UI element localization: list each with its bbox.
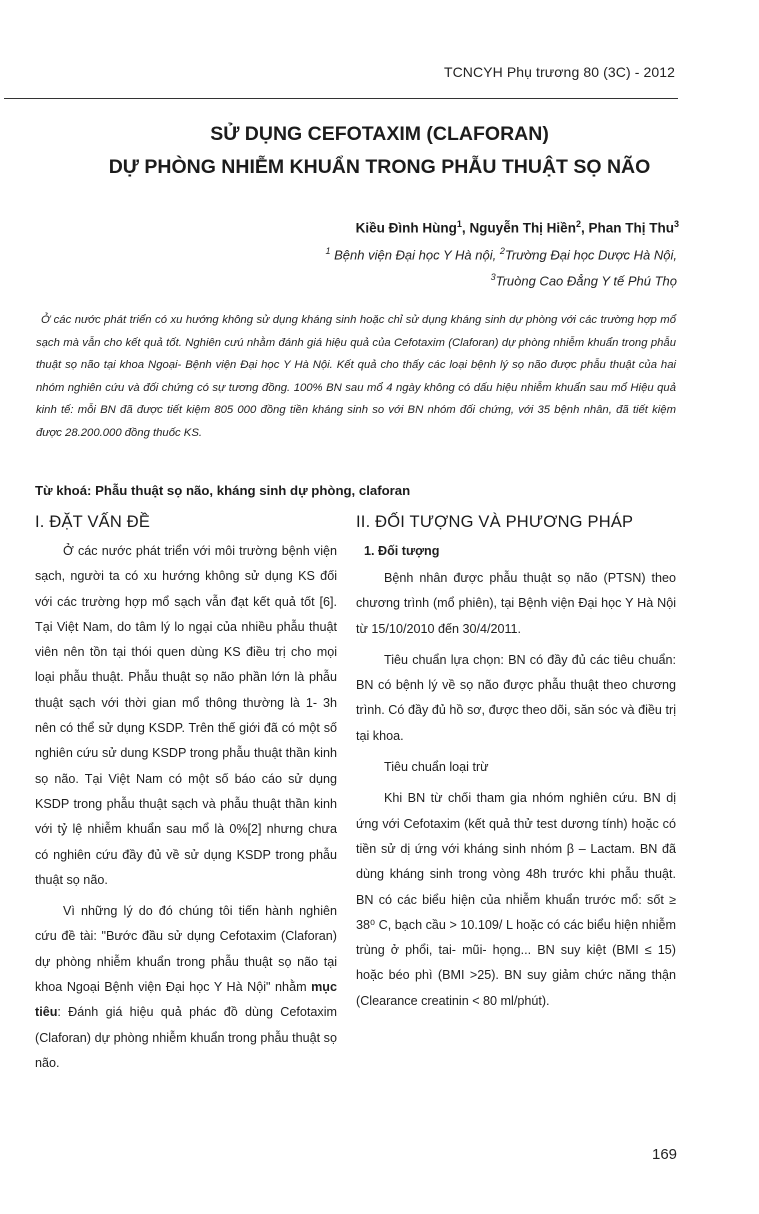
affiliation-text: Trường Đại học Dược Hà Nội, [504,247,677,263]
keywords-label: Từ khoá: [35,483,92,498]
author-sup: 3 [673,219,679,229]
section-heading-introduction: I. ĐẶT VẤN ĐỀ [35,513,151,531]
keywords-text: Phẫu thuật sọ não, kháng sinh dự phòng, claforan [91,483,411,498]
methods-paragraph-4: Khi BN từ chối tham gia nhóm nghiên cứu. BN dị ứng với Cefotaxim (kết quả thử test dương tính) hoặc có tiền sử dị ứng với kháng sinh nhóm β – Lactam. BN đã dùng kháng sinh trong vòng 48h trước khi phẫu thuật. BN có các biểu hiện của nhiễm khuẩn trước mổ: sốt ≥ 38⁰ C, bạch cầu > 10.109/ L hoặc có các biểu hiện nhiễm trùng ở phổi, tai- mũi- họng... BN suy kiệt (BMI ≤ 15) hoặc béo phì (BMI >25). BN suy giảm chức năng thận (Clearance creatinin < 80 ml/phút). [356,791,676,1008]
affiliation-sup: 2 [499,246,505,256]
intro-p2-text: Vì những lý do đó chúng tôi tiến hành nghiên cứu đề tài: "Bước đầu sử dụng Cefotaxim (Claforan) dự phòng nhiễm khuẩn trong phẫu thuật sọ não tại khoa Ngoại Bệnh viện Đại học Y Hà Nội" nhằm [35,904,337,995]
page-number: 169 [652,1146,678,1163]
right-column [356,507,676,1020]
affiliation-text: Bệnh viện Đại học Y Hà nội, [330,247,500,263]
keywords [35,483,410,498]
author-name: Phan Thị Thu [588,220,674,236]
author-sup: 2 [575,219,581,229]
title-line-2: DỰ PHÒNG NHIỄM KHUẨN TRONG PHẪU THUẬT SỌ NÃO [108,156,651,178]
author-sep: , [580,220,589,236]
left-column [35,507,337,1082]
subheading-subjects: 1. Đối tượng [364,544,440,558]
running-head: TCNCYH Phụ trương 80 (3C) - 2012 [443,64,675,80]
intro-paragraph-1: Ở các nước phát triển với môi trường bệnh viện sạch, người ta có xu hướng không sử dụng KS đối với các trường hợp mổ sạch vẫn đạt kết quả tốt [6]. Tại Việt Nam, do tâm lý lo ngại của nhiều phẫu thuật viên nên tồn tại thói quen dùng KS điều trị cho mọi loại phẫu thuật. Phẫu thuật sọ não phần lớn là phẫu thuật sạch với thời gian mổ thông thường là 1- 3h nên có thể sử dụng KSDP. Trên thế giới đã có một số nghiên cứu sử dung KSDP trong phẫu thuật thần kinh sọ não. Tại Việt Nam có một số báo cáo sử dụng KSDP trong phẫu thuật sạch và phẫu thuật thần kinh với tỷ lệ nhiễm khuẩn sau mổ là 0%[2] nhưng chưa có nghiên cứu đầy đủ về sử dụng KSDP trong phẫu thuật sọ não. [35,544,337,887]
affiliations-line-1 [325,246,677,262]
methods-paragraph-3: Tiêu chuẩn loại trừ [384,760,489,775]
author-name: Nguyễn Thị Hiền [469,220,576,236]
affiliation-text: Truòng Cao Đẳng Y tế Phú Thọ [495,273,677,289]
intro-paragraph-2 [35,899,337,1076]
author-list [356,219,679,236]
title-line-1: SỬ DỤNG CEFOTAXIM (CLAFORAN) [210,123,549,145]
methods-paragraph-1: Bệnh nhân được phẫu thuật sọ não (PTSN) theo chương trình (mổ phiên), tại Bệnh viện Đại học Y Hà Nội từ 15/10/2010 đến 30/4/2011. [356,571,676,636]
intro-p2-text-end: : Đánh giá hiệu quả phác đồ dùng Cefotaxim (Claforan) dự phòng nhiễm khuẩn trong phẫu thuật sọ não. [35,1005,337,1070]
section-heading-methods: II. ĐỐI TƯỢNG VÀ PHƯƠNG PHÁP [356,513,634,531]
author-sep: , [461,220,470,236]
intro-p2-bold: mục tiêu [35,980,337,1020]
author-name: Kiều Đình Hùng [355,220,457,236]
affiliation-sup: 1 [325,246,331,256]
methods-paragraph-2: Tiêu chuẩn lựa chọn: BN có đầy đủ các tiêu chuẩn: BN có bệnh lý về sọ não được phẫu thuật theo chương trình. Có đầy đủ hồ sơ, được theo dõi, săn sóc và điều trị tại khoa. [356,652,676,743]
author-sup: 1 [456,219,462,229]
affiliation-sup: 3 [490,272,496,282]
header-rule [4,98,678,99]
article-title [0,118,759,184]
affiliations-line-2 [491,272,677,288]
abstract: Ở các nước phát triển có xu hướng không sử dụng kháng sinh hoặc chỉ sử dụng kháng sinh dự phòng với các trường hợp mổ sạch mà vẫn cho kết quả tốt. Nghiên cưú nhằm đánh giá hiệu quả của Cefotaxim (Claforan) dự phòng nhiễm khuẩn trong phẫu thuật sọ não tại khoa Ngoại- Bệnh viện Đại học Y Hà Nội. Kết quả cho thấy các loại bệnh lý sọ não được phẫu thuật của hai nhóm nghiên cứu và đối chứng có sự tương đồng. 100% BN sau mổ 4 ngày không có dấu hiệu nhiễm khuẩn sau mổ Hiệu quả kinh tế: mỗi BN đã được tiết kiệm 805 000 đồng tiền kháng sinh so với BN nhóm đối chứng, với 35 bệnh nhân, đã tiết kiệm được 28.200.000 đồng thuốc KS. [36,314,676,439]
